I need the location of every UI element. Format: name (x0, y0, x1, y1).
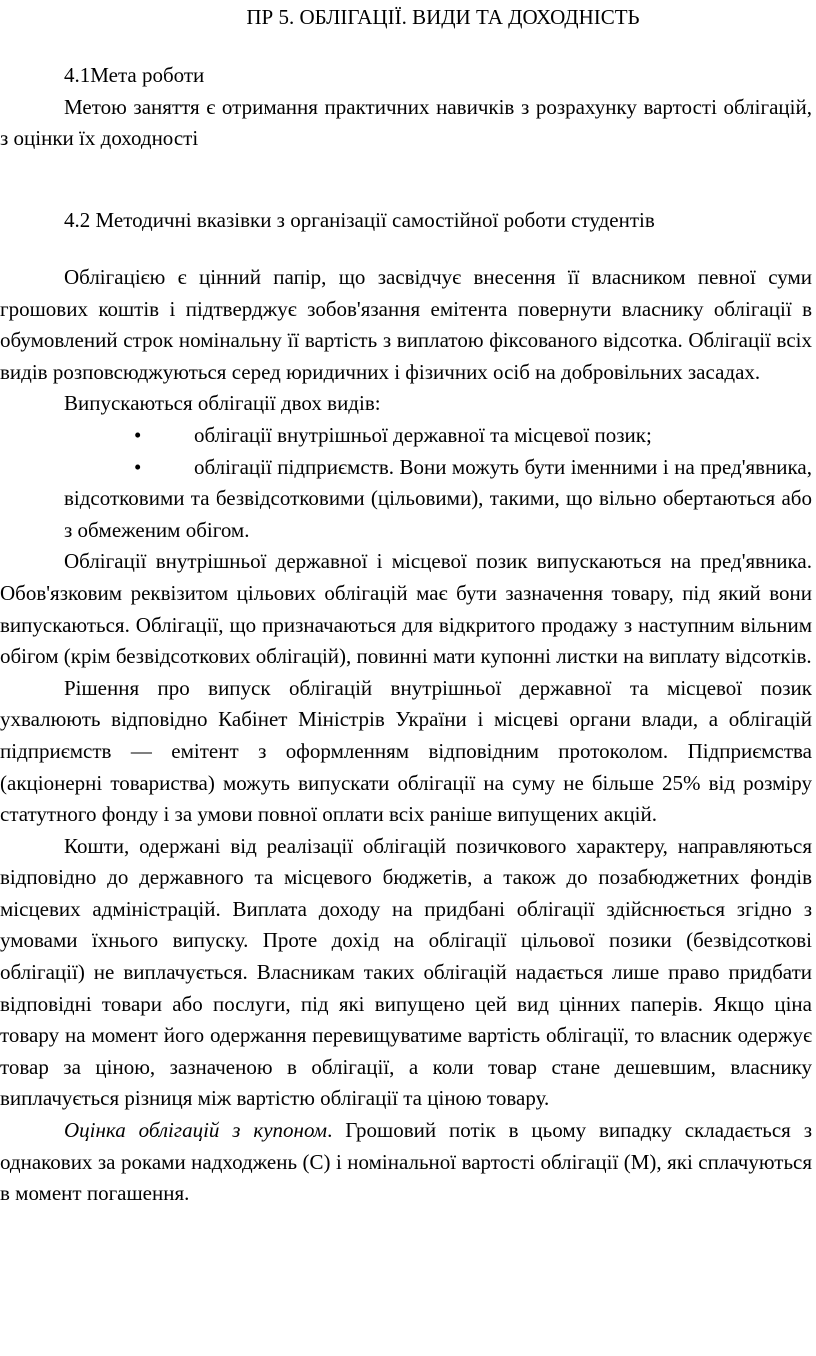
bullet-symbol: • (134, 454, 142, 479)
paragraph-coupon-valuation (0, 1115, 812, 1210)
paragraph-issue-decision: Рішення про випуск облігацій внутрішньої державної та місцевої позик ухвалюють відповідно Кабінет Міністрів України і місцеві органи влади, а облігацій підприємств — емітент з оформленням відповідним протоколом. Підприємства (акціонерні товариства) можуть випускати облігації на суму не більше 25% від розміру статутного фонду і за умови повної оплати всіх раніше випущених акцій. (0, 675, 812, 827)
list-item-text: облігації підприємств. Вони можуть бути іменними і на пред'явника, відсотковими та безвідсотковими (цільовими), такими, що вільно обертаються або з обмеженим обігом. (64, 454, 812, 542)
list-item (0, 420, 812, 452)
paragraph-proceeds: Кошти, одержані від реалізації облігацій позичкового характеру, направляються відповідно до державного та місцевого бюджетів, а також до позабюджетних фондів місцевих адміністрацій. Виплата доходу на придбані облігації здійснюється згідно з умовами їхнього випуску. Проте дохід на облігації цільової позики (безвідсоткові облігації) не виплачується. Власникам таких облігацій надається лише право придбати відповідні товари або послуги, під які випущено цей вид цінних паперів. Якщо ціна товару на момент його одержання перевищуватиме вартість облігації, то власник одержує товар за ціною, зазначеною в облігації, а коли товар стане дешевшим, власнику виплачується різниця між вартістю облігації та ціною товару. (0, 833, 812, 1111)
section-4-2 (0, 205, 812, 237)
paragraph-definition: Облігацією є цінний папір, що засвідчує внесення її власником певної суми грошових коштів і підтверджує зобов'язання емітента повернути власнику облігації в обумовлений строк номінальну її вартість з виплатою фіксованого відсотка. Облігації всіх видів розповсюджуються серед юридичних і фізичних осіб на добровільних засадах. (0, 265, 812, 384)
list-item (0, 452, 812, 547)
section-4-1-heading: 4.1Мета роботи (64, 63, 205, 87)
list-item-text: облігації внутрішньої державної та місцевої позик; (194, 422, 652, 447)
section-4-1-text: Метою заняття є отримання практичних навичків з розрахунку вартості облігацій, з оцінки їх доходності (0, 94, 812, 151)
section-4-2-body (0, 262, 812, 1210)
page-title: ПР 5. ОБЛІГАЦІЇ. ВИДИ ТА ДОХОДНІСТЬ (246, 5, 640, 29)
paragraph-types-intro: Випускаються облігації двох видів: (64, 391, 381, 416)
section-4-1 (0, 60, 812, 155)
paragraph-state-bonds: Облігації внутрішньої державної і місцевої позик випускаються на пред'явника. Обов'язковим реквізитом цільових облігацій має бути зазначення товару, під який вони випускаються. Облігації, що призначаються для відкритого продажу з наступним вільним обігом (крім безвідсоткових облігацій), повинні мати купонні листки на виплату відсотків. (0, 549, 812, 669)
coupon-valuation-term: Оцінка облігацій з купоном (64, 1118, 328, 1143)
bullet-symbol: • (134, 422, 142, 447)
section-4-2-heading: 4.2 Методичні вказівки з організації самостійної роботи студентів (64, 208, 655, 232)
coupon-valuation-text: . Грошовий потік в цьому випадку складається з однакових за роками надходжень (С) і номінальної вартості облігації (М), які сплачуються в момент погашення. (0, 1118, 813, 1206)
